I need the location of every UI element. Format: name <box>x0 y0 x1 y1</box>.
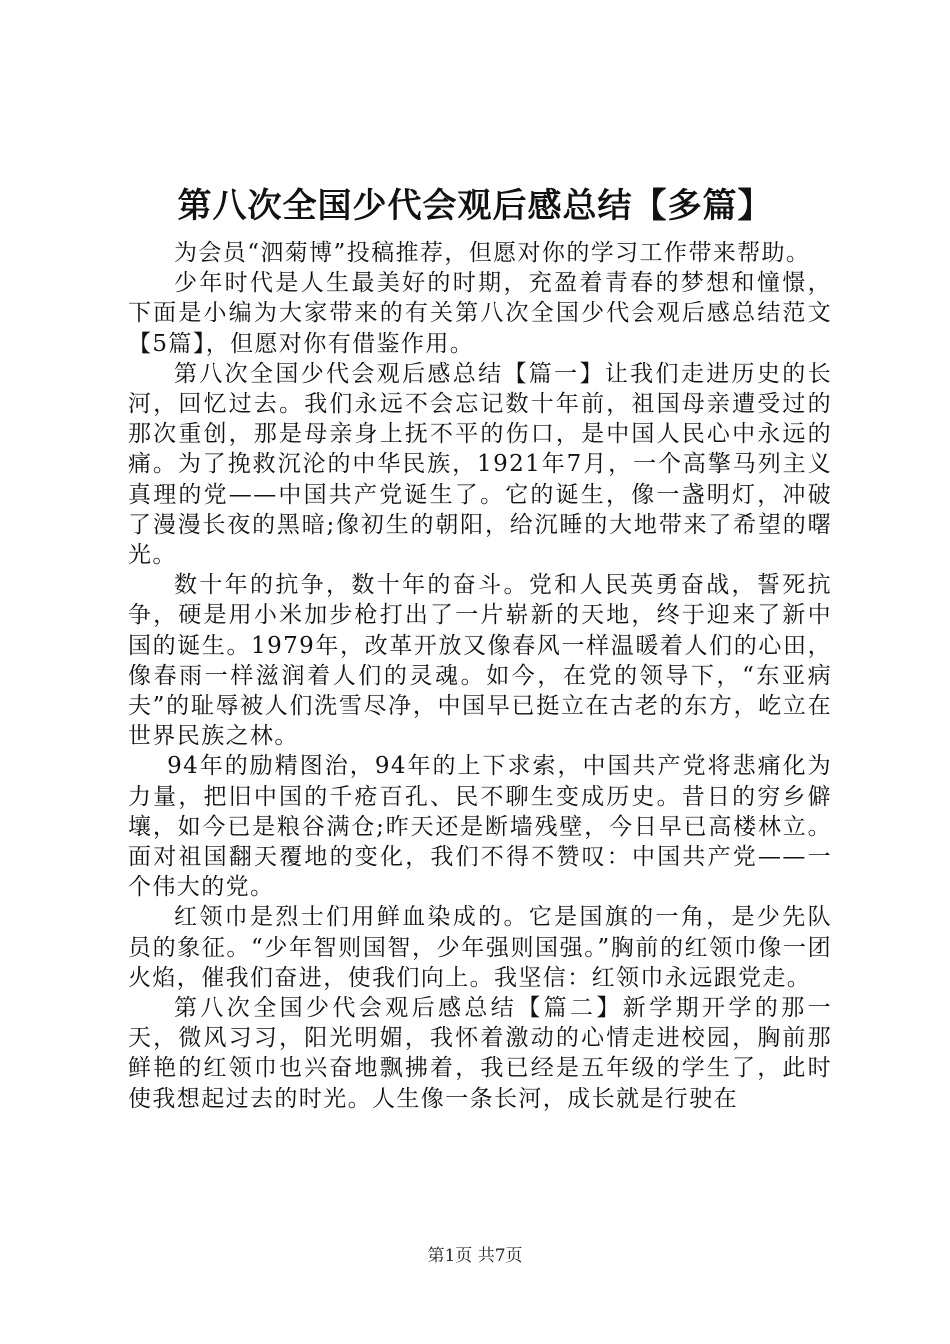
document-title: 第八次全国少代会观后感总结【多篇】 <box>177 186 773 226</box>
paragraph-red-scarf: 红领巾是烈士们用鲜血染成的。它是国旗的一角，是少先队员的象征。“少年智则国智，少年强则国强。”胸前的红领巾像一团火焰，催我们奋进，使我们向上。我坚信：红领巾永远跟党走。 <box>128 904 832 991</box>
paragraph-part-one: 第八次全国少代会观后感总结【篇一】让我们走进历史的长河，回忆过去。我们永远不会忘记数十年前，祖国母亲遭受过的那次重创，那是母亲身上抚不平的伤口，是中国人民心中永远的痛。为了挽救沉沦的中华民族，1921年7月，一个高擎马列主义真理的党——中国共产党诞生了。它的诞生，像一盏明灯，冲破了漫漫长夜的黑暗;像初生的朝阳，给沉睡的大地带来了希望的曙光。 <box>128 360 832 569</box>
paragraph-94-years: 94年的励精图治，94年的上下求索，中国共产党将悲痛化为力量，把旧中国的千疮百孔、民不聊生变成历史。昔日的穷乡僻壤，如今已是粮谷满仓;昨天还是断墙残壁，今日早已高楼林立。面对祖国翻天覆地的变化，我们不得不赞叹：中国共产党——一个伟大的党。 <box>128 753 832 901</box>
document-body <box>128 238 832 1114</box>
paragraph-intro: 为会员“泗菊博”投稿推荐，但愿对你的学习工作带来帮助。 <box>174 240 811 266</box>
page-number-footer: 第1页 共7页 <box>427 1246 523 1266</box>
paragraph-struggle: 数十年的抗争，数十年的奋斗。党和人民英勇奋战，誓死抗争，硬是用小米加步枪打出了一片崭新的天地，终于迎来了新中国的诞生。1979年，改革开放又像春风一样温暖着人们的心田，像春雨一样滋润着人们的灵魂。如今，在党的领导下，“东亚病夫”的耻辱被人们洗雪尽净，中国早已挺立在古老的东方，屹立在世界民族之林。 <box>128 572 832 750</box>
paragraph-part-two: 第八次全国少代会观后感总结【篇二】新学期开学的那一天，微风习习，阳光明媚，我怀着激动的心情走进校园，胸前那鲜艳的红领巾也兴奋地飘拂着，我已经是五年级的学生了，此时使我想起过去的时光。人生像一条长河，成长就是行驶在 <box>128 995 832 1112</box>
paragraph-preface: 少年时代是人生最美好的时期，充盈着青春的梦想和憧憬，下面是小编为大家带来的有关第八次全国少代会观后感总结范文【5篇】，但愿对你有借鉴作用。 <box>128 270 832 357</box>
